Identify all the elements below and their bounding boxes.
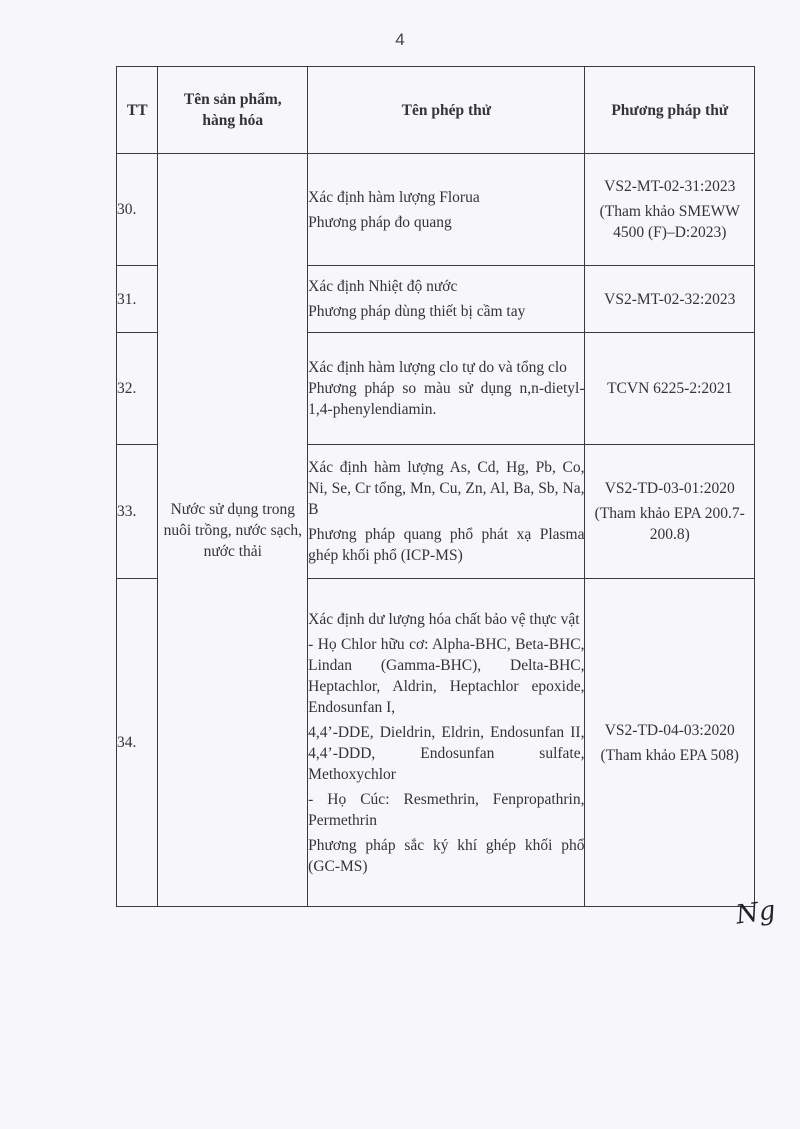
test-methods-table [116,66,755,907]
test-title: Xác định hàm lượng As, Cd, Hg, Pb, Co, Ni, Se, Cr tổng, Mn, Cu, Zn, Al, Ba, Sb, Na, B [308,459,585,518]
row-number: 32. [117,333,158,445]
organochlorine-list-cont: 4,4’-DDE, Dieldrin, Eldrin, Endosunfan II, 4,4’-DDD, Endosunfan sulfate, Methoxychlor [308,723,585,783]
test-cell [308,579,585,907]
row-number: 33. [117,445,158,579]
pyrethroid-list: - Họ Cúc: Resmethrin, Fenpropathrin, Permethrin [308,790,585,829]
test-title: Xác định hàm lượng Florua [308,188,480,206]
test-method-desc: Phương pháp sắc ký khí ghép khối phổ (GC-MS) [308,836,585,875]
test-method-desc: Phương pháp so màu sử dụng n,n-dietyl-1,4-phenylendiamin. [308,380,585,418]
test-method-desc: Phương pháp dùng thiết bị cầm tay [308,303,526,320]
test-cell [308,333,585,445]
row-number: 30. [117,154,158,266]
method-cell [585,154,755,266]
product-group [158,154,308,907]
method-cell [585,333,755,445]
test-title: Xác định hàm lượng clo tự do và tổng clo [308,359,567,376]
method-cell [585,445,755,579]
test-method-desc: Phương pháp quang phổ phát xạ Plasma ghép khối phổ (ICP-MS) [308,526,585,564]
test-cell [308,445,585,579]
header-test-name: Tên phép thử [308,67,585,154]
method-code: VS2-MT-02-32:2023 [604,290,736,308]
method-cell [585,579,755,907]
method-code: VS2-TD-03-01:2020 [604,480,735,497]
method-cell [585,266,755,333]
page-number: 4 [395,30,405,49]
test-cell [308,266,585,333]
header-tt: TT [117,67,158,154]
signature-initials: Ng [734,895,778,931]
method-code: VS2-TD-04-03:2020 [604,721,735,739]
test-cell [308,154,585,266]
header-product: Tên sản phẩm, hàng hóa [158,67,308,154]
row-number: 34. [117,579,158,907]
method-reference: (Tham khảo EPA 200.7-200.8) [594,505,745,543]
method-code: VS2-MT-02-31:2023 [604,178,736,195]
method-reference: (Tham khảo EPA 508) [600,746,739,764]
table-row [117,154,755,266]
method-reference: (Tham khảo SMEWW 4500 (F)–D:2023) [599,203,740,241]
test-title: Xác định dư lượng hóa chất bảo vệ thực vật [308,610,580,628]
table-header-row [117,67,755,154]
test-method-desc: Phương pháp đo quang [308,213,452,231]
method-code: TCVN 6225-2:2021 [607,380,733,397]
test-title: Xác định Nhiệt độ nước [308,278,458,295]
row-number: 31. [117,266,158,333]
header-method: Phương pháp thử [585,67,755,154]
organochlorine-list: - Họ Chlor hữu cơ: Alpha-BHC, Beta-BHC, Lindan (Gamma-BHC), Delta-BHC, Heptachlor, Aldrin, Heptachlor epoxide, Endosunfan I, [308,635,585,716]
product-group-label: Nước sử dụng trong nuôi trồng, nước sạch, nước thải [163,500,302,560]
